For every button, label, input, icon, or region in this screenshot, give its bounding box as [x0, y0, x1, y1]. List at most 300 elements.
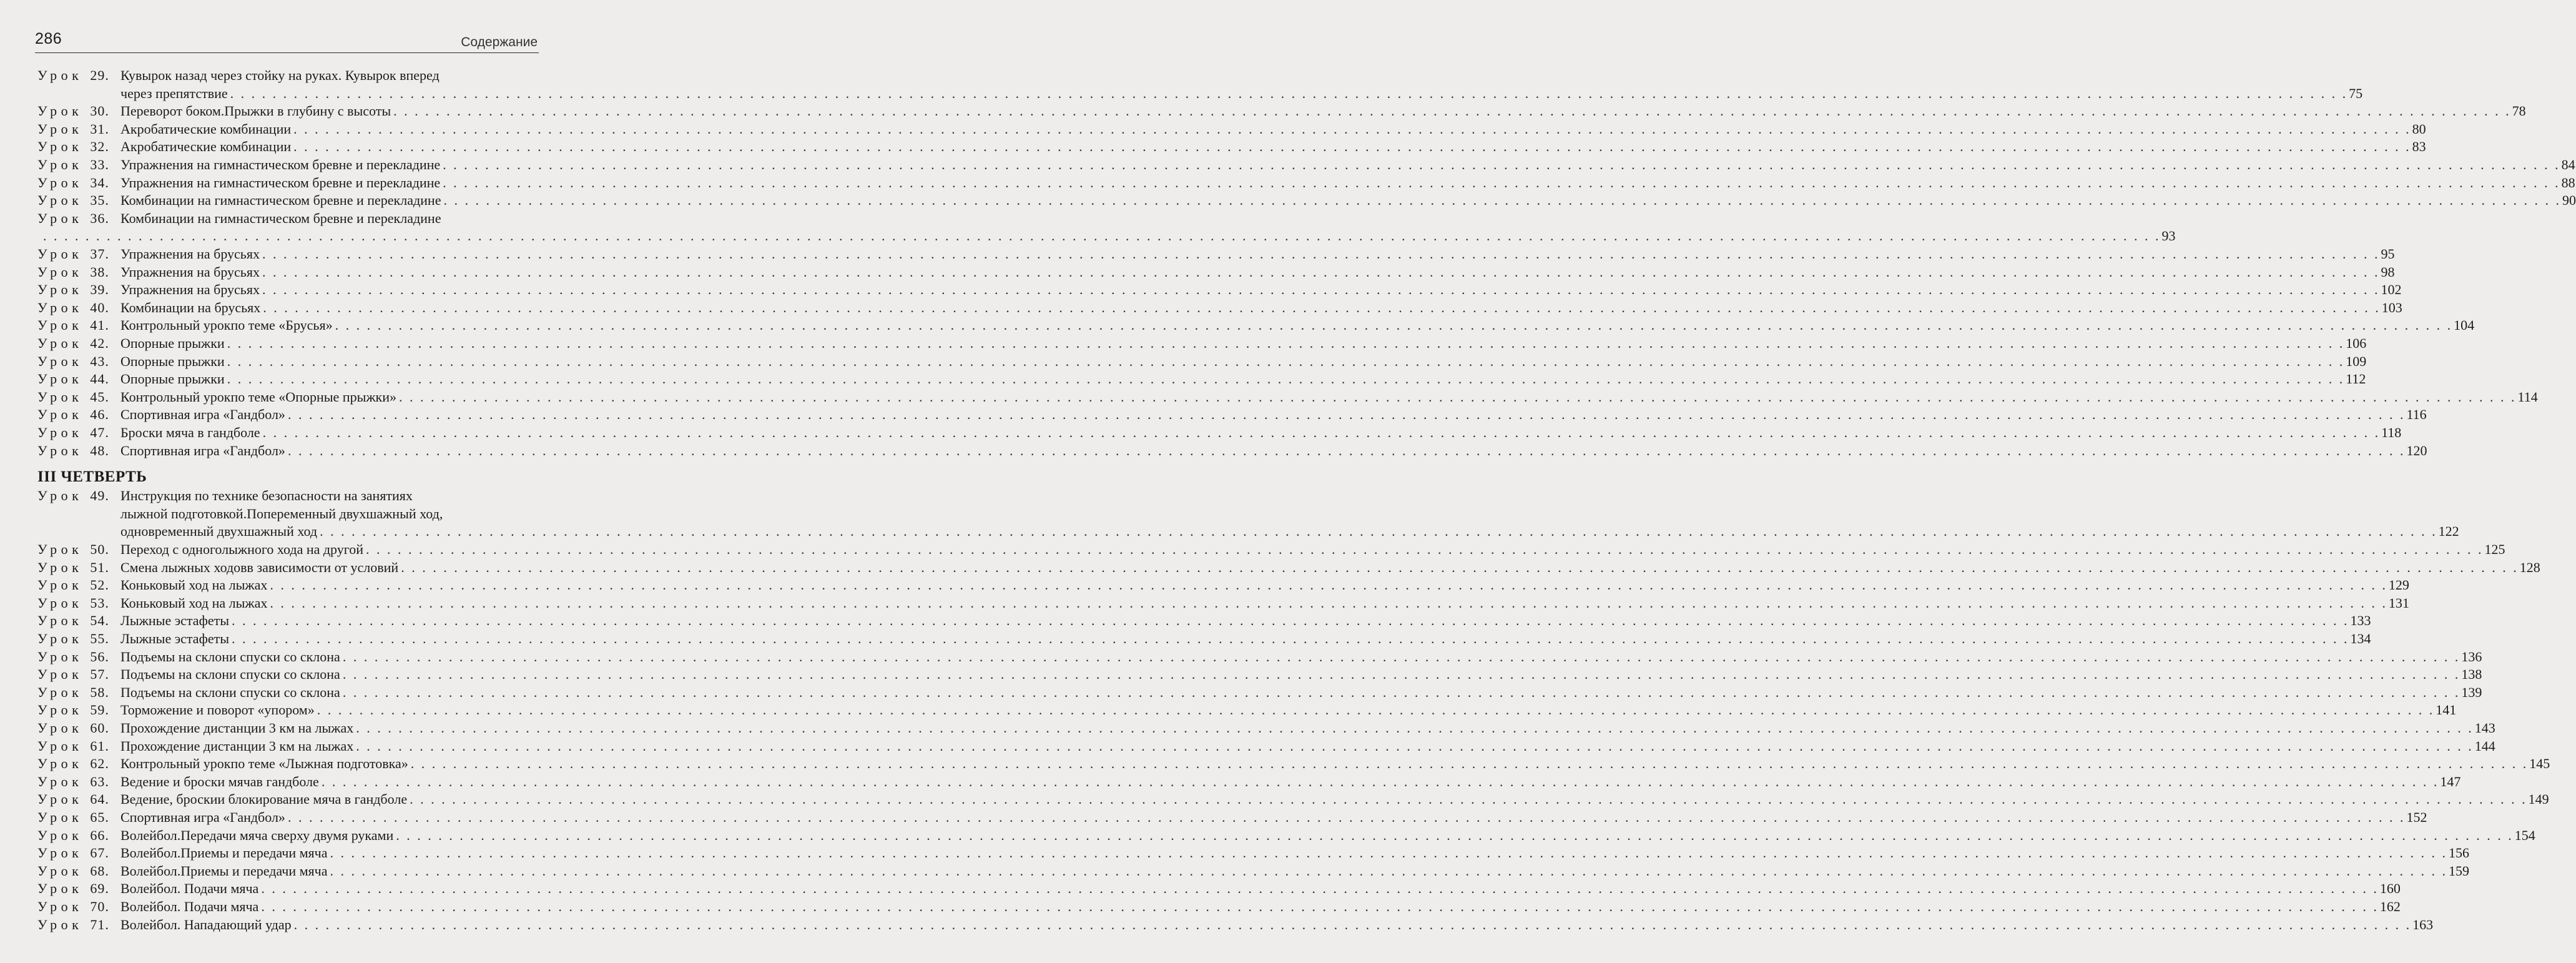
page-reference: 93 — [2161, 228, 2176, 244]
page-reference: 133 — [2350, 613, 2371, 629]
lesson-leader-line — [120, 630, 2371, 648]
lesson-number — [37, 541, 109, 558]
dot-leader: . . . . . . . . . . . . . . . . . . . . . . . . . . . . . . . . . . . . . . . . . . . . . . . . . . . . . . . . . . . . . . . . . . . . . . . . . . . . . . . . . . . . . . . . . . . . . . . . . . . . . . . . . . . . . . . . . . . . . . . . . . . . . . . . . . . . . . . . . . . . . . . . . . . . . . . . . . . . . . . . . . . . . . . . . . . . . . . . . . . . . . . . . . . . . . . . . . . . . . . . — [410, 756, 2529, 772]
dot-leader: . . . . . . . . . . . . . . . . . . . . . . . . . . . . . . . . . . . . . . . . . . . . . . . . . . . . . . . . . . . . . . . . . . . . . . . . . . . . . . . . . . . . . . . . . . . . . . . . . . . . . . . . . . . . . . . . . . . . . . . . . . . . . . . . . . . . . . . . . . . . . . . . . . . . . . . . . . . . . . . . . . . . . . . . . . . . . . . . . . . . . . . . . . . . . . . . . . . . . . . . — [342, 666, 2460, 683]
dot-leader: . . . . . . . . . . . . . . . . . . . . . . . . . . . . . . . . . . . . . . . . . . . . . . . . . . . . . . . . . . . . . . . . . . . . . . . . . . . . . . . . . . . . . . . . . . . . . . . . . . . . . . . . . . . . . . . . . . . . . . . . . . . . . . . . . . . . . . . . . . . . . . . . . . . . . . . . . . . . . . . . . . . . . . . . . . . . . . . . . . . . . . . . . . . . . . . . . . . . . . . . — [393, 103, 2511, 119]
lesson-title-line: Комбинации на гимнастическом бревне и перекладине — [120, 192, 441, 209]
lesson-number — [37, 67, 109, 84]
toc-entry — [37, 773, 2461, 791]
lesson-leader-line — [120, 827, 2535, 844]
dot-leader: . . . . . . . . . . . . . . . . . . . . . . . . . . . . . . . . . . . . . . . . . . . . . . . . . . . . . . . . . . . . . . . . . . . . . . . . . . . . . . . . . . . . . . . . . . . . . . . . . . . . . . . . . . . . . . . . . . . . . . . . . . . . . . . . . . . . . . . . . . . . . . . . . . . . . . . . . . . . . . . . . . . . . . . . . . . . . . . . . . . . . . . . . . . . . . . . . . . . . . . . — [230, 85, 2348, 101]
lesson-number — [37, 684, 109, 701]
lesson-word: Урок — [37, 684, 83, 700]
lesson-number — [37, 809, 109, 826]
page-reference: 134 — [2350, 631, 2371, 646]
lesson-word: Урок — [37, 210, 83, 226]
lesson-word: Урок — [37, 442, 83, 458]
toc-entry — [37, 541, 2505, 559]
lesson-index: 35. — [90, 192, 109, 209]
lesson-title-line: Волейбол.Приемы и передачи мяча — [120, 845, 328, 861]
toc-entry — [37, 844, 2469, 862]
lesson-index: 64. — [90, 791, 109, 807]
lesson-index: 41. — [90, 317, 109, 333]
page-reference: 147 — [2440, 773, 2461, 789]
lesson-leader-line — [120, 353, 2367, 370]
lesson-number — [37, 121, 109, 138]
page-reference: 143 — [2474, 720, 2495, 736]
lesson-number — [37, 335, 109, 352]
lesson-number — [37, 630, 109, 648]
lesson-leader-line — [120, 576, 2409, 594]
page-reference: 122 — [2438, 523, 2459, 540]
toc-entry — [37, 156, 2575, 174]
lesson-leader-line — [41, 227, 2176, 245]
lesson-leader-line — [120, 559, 2540, 576]
lesson-number — [37, 738, 109, 755]
lesson-leader-line — [120, 370, 2366, 388]
lesson-number — [37, 156, 109, 174]
dot-leader: . . . . . . . . . . . . . . . . . . . . . . . . . . . . . . . . . . . . . . . . . . . . . . . . . . . . . . . . . . . . . . . . . . . . . . . . . . . . . . . . . . . . . . . . . . . . . . . . . . . . . . . . . . . . . . . . . . . . . . . . . . . . . . . . . . . . . . . . . . . . . . . . . . . . . . . . . . . . . . . . . . . . . . . . . . . . . . . . . . . . . . . . . . . . . . . . . . . . . . . . — [396, 827, 2514, 843]
lesson-number — [37, 487, 109, 505]
dot-leader: . . . . . . . . . . . . . . . . . . . . . . . . . . . . . . . . . . . . . . . . . . . . . . . . . . . . . . . . . . . . . . . . . . . . . . . . . . . . . . . . . . . . . . . . . . . . . . . . . . . . . . . . . . . . . . . . . . . . . . . . . . . . . . . . . . . . . . . . . . . . . . . . . . . . . . . . . . . . . . . . . . . . . . . . . . . . . . . . . . . . . . . . . . . . . . . . . . . . . . . . — [330, 845, 2447, 861]
lesson-index: 68. — [90, 862, 109, 879]
lesson-title-line: Упражнения на гимнастическом бревне и перекладине — [120, 157, 441, 172]
lesson-number — [37, 612, 109, 630]
page-reference: 131 — [2388, 595, 2409, 611]
toc-entry — [37, 264, 2395, 282]
page-reference: 98 — [2381, 264, 2395, 280]
dot-leader: . . . . . . . . . . . . . . . . . . . . . . . . . . . . . . . . . . . . . . . . . . . . . . . . . . . . . . . . . . . . . . . . . . . . . . . . . . . . . . . . . . . . . . . . . . . . . . . . . . . . . . . . . . . . . . . . . . . . . . . . . . . . . . . . . . . . . . . . . . . . . . . . . . . . . . . . . . . . . . . . . . . . . . . . . . . . . . . . . . . . . . . . . . . . . . . . . . . . . . . . — [232, 631, 2349, 646]
lesson-number — [37, 210, 109, 227]
lesson-index: 49. — [90, 488, 109, 504]
lesson-title-line: Упражнения на гимнастическом бревне и перекладине — [120, 174, 441, 190]
lesson-word: Урок — [37, 756, 83, 772]
dot-leader: . . . . . . . . . . . . . . . . . . . . . . . . . . . . . . . . . . . . . . . . . . . . . . . . . . . . . . . . . . . . . . . . . . . . . . . . . . . . . . . . . . . . . . . . . . . . . . . . . . . . . . . . . . . . . . . . . . . . . . . . . . . . . . . . . . . . . . . . . . . . . . . . . . . . . . . . . . . . . . . . . . . . . . . . . . . . . . . . . . . . . . . . . . . . . . . . . . . . . . . . — [262, 264, 2380, 280]
lesson-index: 70. — [90, 899, 109, 914]
lesson-title-line: Комбинации на гимнастическом бревне и перекладине — [120, 210, 441, 226]
toc-entry — [37, 102, 2526, 121]
lesson-number — [37, 442, 109, 460]
lesson-leader-line — [120, 317, 2475, 334]
lesson-number — [37, 844, 109, 862]
page-reference: 90 — [2562, 192, 2576, 209]
lesson-title-line: Волейбол.Передачи мяча сверху двумя руками — [120, 827, 394, 843]
lesson-word: Урок — [37, 827, 83, 843]
page-reference: 125 — [2484, 541, 2505, 557]
page-reference: 149 — [2528, 791, 2549, 807]
lesson-word: Урок — [37, 67, 83, 83]
toc-entry — [37, 595, 2409, 613]
lesson-index: 60. — [90, 720, 109, 736]
lesson-word: Урок — [37, 246, 83, 262]
lesson-index: 30. — [90, 103, 109, 119]
lesson-leader-line — [120, 442, 2427, 460]
page-reference: 116 — [2406, 407, 2427, 423]
lesson-word: Урок — [37, 174, 83, 190]
lesson-leader-line — [120, 102, 2526, 120]
lesson-leader-line — [120, 424, 2402, 442]
lesson-leader-line — [120, 862, 2469, 880]
page-reference: 88 — [2561, 174, 2575, 190]
lesson-leader-line — [120, 264, 2395, 281]
lesson-title-line: Спортивная игра «Гандбол» — [120, 442, 285, 458]
lesson-number — [37, 773, 109, 791]
lesson-leader-line — [120, 541, 2505, 558]
dot-leader: . . . . . . . . . . . . . . . . . . . . . . . . . . . . . . . . . . . . . . . . . . . . . . . . . . . . . . . . . . . . . . . . . . . . . . . . . . . . . . . . . . . . . . . . . . . . . . . . . . . . . . . . . . . . . . . . . . . . . . . . . . . . . . . . . . . . . . . . . . . . . . . . . . . . . . . . . . . . . . . . . . . . . . . . . . . . . . . . . . . . . . . . . . . . . . . . . . . . . . . . — [293, 121, 2411, 137]
lesson-leader-line — [120, 916, 2434, 934]
lesson-index: 67. — [90, 845, 109, 861]
lesson-leader-line — [120, 844, 2469, 862]
lesson-title-line: Коньковый ход на лыжах — [120, 577, 268, 593]
dot-leader: . . . . . . . . . . . . . . . . . . . . . . . . . . . . . . . . . . . . . . . . . . . . . . . . . . . . . . . . . . . . . . . . . . . . . . . . . . . . . . . . . . . . . . . . . . . . . . . . . . . . . . . . . . . . . . . . . . . . . . . . . . . . . . . . . . . . . . . . . . . . . . . . . . . . . . . . . . . . . . . . . . . . . . . . . . . . . . . . . . . . . . . . . . . . . . . . . . . . . . . . — [399, 388, 2517, 405]
lesson-title-line: Смена лыжных ходовв зависимости от условий — [120, 559, 399, 575]
dot-leader: . . . . . . . . . . . . . . . . . . . . . . . . . . . . . . . . . . . . . . . . . . . . . . . . . . . . . . . . . . . . . . . . . . . . . . . . . . . . . . . . . . . . . . . . . . . . . . . . . . . . . . . . . . . . . . . . . . . . . . . . . . . . . . . . . . . . . . . . . . . . . . . . . . . . . . . . . . . . . . . . . . . . . . . . . . . . . . . . . . . . . . . . . . . . . . . . . . . . . . . . — [227, 371, 2345, 387]
lesson-title-line: Опорные прыжки — [120, 353, 225, 369]
lesson-word: Урок — [37, 282, 83, 298]
page-reference: 106 — [2346, 335, 2367, 351]
lesson-leader-line — [120, 755, 2550, 773]
lesson-number — [37, 648, 109, 666]
toc-entry — [37, 738, 2495, 756]
lesson-title-line: Прохождение дистанции 3 км на лыжах — [120, 738, 354, 754]
lesson-index: 42. — [90, 335, 109, 351]
lesson-word: Урок — [37, 264, 83, 280]
lesson-word: Урок — [37, 720, 83, 736]
toc-entry — [37, 67, 2363, 102]
lesson-word: Урок — [37, 425, 83, 440]
toc-entry — [37, 138, 2426, 156]
dot-leader: . . . . . . . . . . . . . . . . . . . . . . . . . . . . . . . . . . . . . . . . . . . . . . . . . . . . . . . . . . . . . . . . . . . . . . . . . . . . . . . . . . . . . . . . . . . . . . . . . . . . . . . . . . . . . . . . . . . . . . . . . . . . . . . . . . . . . . . . . . . . . . . . . . . . . . . . . . . . . . . . . . . . . . . . . . . . . . . . . . . . . . . . . . . . . . . . . . . . . . . . — [443, 157, 2560, 172]
lesson-number — [37, 424, 109, 442]
lesson-leader-line — [120, 85, 2363, 102]
page-reference: 95 — [2381, 246, 2395, 262]
page-reference: 163 — [2412, 916, 2434, 932]
lesson-leader-line — [120, 388, 2538, 406]
lesson-index: 53. — [90, 595, 109, 611]
lesson-word: Урок — [37, 371, 83, 387]
lesson-index: 59. — [90, 702, 109, 718]
dot-leader: . . . . . . . . . . . . . . . . . . . . . . . . . . . . . . . . . . . . . . . . . . . . . . . . . . . . . . . . . . . . . . . . . . . . . . . . . . . . . . . . . . . . . . . . . . . . . . . . . . . . . . . . . . . . . . . . . . . . . . . . . . . . . . . . . . . . . . . . . . . . . . . . . . . . . . . . . . . . . . . . . . . . . . . . . . . . . . . . . . . . . . . . . . . . . . . . . . . . . . . . — [330, 862, 2447, 879]
lesson-leader-line — [120, 174, 2575, 192]
lesson-title-line: Опорные прыжки — [120, 371, 225, 387]
page-reference: 75 — [2349, 85, 2363, 101]
lesson-title-line: Броски мяча в гандболе — [120, 425, 260, 440]
lesson-index: 56. — [90, 648, 109, 664]
dot-leader: . . . . . . . . . . . . . . . . . . . . . . . . . . . . . . . . . . . . . . . . . . . . . . . . . . . . . . . . . . . . . . . . . . . . . . . . . . . . . . . . . . . . . . . . . . . . . . . . . . . . . . . . . . . . . . . . . . . . . . . . . . . . . . . . . . . . . . . . . . . . . . . . . . . . . . . . . . . . . . . . . . . . . . . . . . . . . . . . . . . . . . . . . . . . . . . . . . . . . . . . — [287, 442, 2406, 458]
toc-entry — [37, 406, 2427, 424]
toc-entry — [37, 121, 2426, 139]
lesson-leader-line — [120, 406, 2427, 423]
toc-entry — [37, 192, 2576, 210]
lesson-index: 65. — [90, 809, 109, 825]
lesson-title-line: Переход с одноголыжного хода на другой — [120, 541, 364, 557]
page-reference: 120 — [2406, 442, 2427, 458]
lesson-number — [37, 299, 109, 317]
page-reference: 128 — [2519, 559, 2540, 575]
lesson-index: 47. — [90, 425, 109, 440]
page-reference: 84 — [2561, 157, 2575, 172]
dot-leader: . . . . . . . . . . . . . . . . . . . . . . . . . . . . . . . . . . . . . . . . . . . . . . . . . . . . . . . . . . . . . . . . . . . . . . . . . . . . . . . . . . . . . . . . . . . . . . . . . . . . . . . . . . . . . . . . . . . . . . . . . . . . . . . . . . . . . . . . . . . . . . . . . . . . . . . . . . . . . . . . . . . . . . . . . . . . . . . . . . . . . . . . . . . . . . . . . . . . . . . . — [443, 192, 2561, 209]
toc-entry — [37, 791, 2549, 809]
toc-entry — [37, 317, 2475, 335]
dot-leader: . . . . . . . . . . . . . . . . . . . . . . . . . . . . . . . . . . . . . . . . . . . . . . . . . . . . . . . . . . . . . . . . . . . . . . . . . . . . . . . . . . . . . . . . . . . . . . . . . . . . . . . . . . . . . . . . . . . . . . . . . . . . . . . . . . . . . . . . . . . . . . . . . . . . . . . . . . . . . . . . . . . . . . . . . . . . . . . . . . . . . . . . . . . . . . . . . . . . . . . . — [270, 577, 2387, 593]
lesson-title-line: Комбинации на брусьях — [120, 299, 261, 315]
page-reference: 78 — [2512, 103, 2526, 119]
toc-entry — [37, 701, 2457, 719]
lesson-leader-line — [120, 281, 2402, 299]
lesson-leader-line — [120, 791, 2549, 808]
lesson-leader-line — [120, 245, 2395, 263]
lesson-title-line: Волейбол. Подачи мяча — [120, 899, 259, 914]
lesson-number — [37, 916, 109, 934]
page-reference: 162 — [2379, 899, 2401, 914]
toc-entry — [37, 862, 2469, 881]
toc-entry — [37, 684, 2482, 702]
toc-entry — [37, 388, 2538, 407]
toc-entry — [37, 630, 2371, 648]
lesson-word: Урок — [37, 881, 83, 897]
lesson-title-line: Упражнения на брусьях — [120, 246, 260, 262]
lesson-word: Урок — [37, 631, 83, 646]
page-reference: 154 — [2514, 827, 2535, 843]
lesson-title-line: Ведение и броски мячав гандболе — [120, 773, 319, 789]
lesson-title-line: Подъемы на склони спуски со склона — [120, 684, 340, 700]
lesson-number — [37, 102, 109, 120]
lesson-number — [37, 138, 109, 156]
dot-leader: . . . . . . . . . . . . . . . . . . . . . . . . . . . . . . . . . . . . . . . . . . . . . . . . . . . . . . . . . . . . . . . . . . . . . . . . . . . . . . . . . . . . . . . . . . . . . . . . . . . . . . . . . . . . . . . . . . . . . . . . . . . . . . . . . . . . . . . . . . . . . . . . . . . . . . . . . . . . . . . . . . . . . . . . . . . . . . . . . . . . . . . . . . . . . . . . . . . . . . . . — [262, 282, 2380, 298]
toc-entry — [37, 559, 2540, 577]
section-heading: III ЧЕТВЕРТЬ — [37, 468, 147, 486]
lesson-title-line: Лыжные эстафеты — [120, 631, 229, 646]
lesson-word: Урок — [37, 103, 83, 119]
lesson-word: Урок — [37, 299, 83, 315]
page-reference: 114 — [2517, 388, 2538, 405]
lesson-index: 51. — [90, 559, 109, 575]
lesson-word: Урок — [37, 353, 83, 369]
page-reference: 103 — [2381, 299, 2402, 315]
lesson-leader-line — [120, 121, 2426, 138]
lesson-title-line: Ведение, броскии блокирование мяча в гандболе — [120, 791, 408, 807]
lesson-number — [37, 666, 109, 683]
dot-leader: . . . . . . . . . . . . . . . . . . . . . . . . . . . . . . . . . . . . . . . . . . . . . . . . . . . . . . . . . . . . . . . . . . . . . . . . . . . . . . . . . . . . . . . . . . . . . . . . . . . . . . . . . . . . . . . . . . . . . . . . . . . . . . . . . . . . . . . . . . . . . . . . . . . . . . . . . . . . . . . . . . . . . . . . . . . . . . . . . . . . . . . . . . . . . . . . . . . . . . . . — [356, 738, 2474, 754]
dot-leader: . . . . . . . . . . . . . . . . . . . . . . . . . . . . . . . . . . . . . . . . . . . . . . . . . . . . . . . . . . . . . . . . . . . . . . . . . . . . . . . . . . . . . . . . . . . . . . . . . . . . . . . . . . . . . . . . . . . . . . . . . . . . . . . . . . . . . . . . . . . . . . . . . . . . . . . . . . . . . . . . . . . . . . . . . . . . . . . . . . . . . . . . . . . . . . . . . . . . . . . . — [443, 174, 2560, 190]
lesson-number — [37, 862, 109, 880]
lesson-index: 62. — [90, 756, 109, 772]
lesson-index: 66. — [90, 827, 109, 843]
dot-leader: . . . . . . . . . . . . . . . . . . . . . . . . . . . . . . . . . . . . . . . . . . . . . . . . . . . . . . . . . . . . . . . . . . . . . . . . . . . . . . . . . . . . . . . . . . . . . . . . . . . . . . . . . . . . . . . . . . . . . . . . . . . . . . . . . . . . . . . . . . . . . . . . . . . . . . . . . . . . . . . . . . . . . . . . . . . . . . . . . . . . . . . . . . . . . . . . . . . . . . . . — [317, 702, 2435, 718]
lesson-title-line: Волейбол.Приемы и передачи мяча — [120, 862, 328, 879]
lesson-index: 55. — [90, 631, 109, 646]
lesson-title-line: Кувырок назад через стойку на руках. Кувырок вперед — [120, 67, 440, 83]
page-reference: 156 — [2448, 845, 2469, 861]
page-reference: 104 — [2454, 317, 2475, 333]
lesson-index: 44. — [90, 371, 109, 387]
lesson-word: Урок — [37, 899, 83, 914]
page-header — [35, 27, 539, 53]
lesson-word: Урок — [37, 773, 83, 789]
lesson-leader-line — [120, 898, 2401, 916]
lesson-word: Урок — [37, 738, 83, 754]
page-reference: 145 — [2529, 756, 2550, 772]
lesson-leader-line — [120, 192, 2576, 209]
lesson-number — [37, 406, 109, 423]
lesson-title-line: Прохождение дистанции 3 км на лыжах — [120, 720, 354, 736]
dot-leader: . . . . . . . . . . . . . . . . . . . . . . . . . . . . . . . . . . . . . . . . . . . . . . . . . . . . . . . . . . . . . . . . . . . . . . . . . . . . . . . . . . . . . . . . . . . . . . . . . . . . . . . . . . . . . . . . . . . . . . . . . . . . . . . . . . . . . . . . . . . . . . . . . . . . . . . . . . . . . . . . . . . . . . . . . . . . . . . . . . . . . . . . . . . . . . . . . . . . . . . . — [293, 916, 2412, 932]
lesson-number — [37, 755, 109, 773]
page-reference: 141 — [2436, 702, 2457, 718]
dot-leader: . . . . . . . . . . . . . . . . . . . . . . . . . . . . . . . . . . . . . . . . . . . . . . . . . . . . . . . . . . . . . . . . . . . . . . . . . . . . . . . . . . . . . . . . . . . . . . . . . . . . . . . . . . . . . . . . . . . . . . . . . . . . . . . . . . . . . . . . . . . . . . . . . . . . . . . . . . . . . . . . . . . . . . . . . . . . . . . . . . . . . . . . . . . . . . . . . . . . . . . . — [270, 595, 2387, 611]
toc-entry — [37, 648, 2482, 666]
lesson-number — [37, 719, 109, 737]
lesson-title-line: Переворот боком.Прыжки в глубину с высоты — [120, 103, 391, 119]
lesson-index: 63. — [90, 773, 109, 789]
lesson-index: 39. — [90, 282, 109, 298]
lesson-index: 48. — [90, 442, 109, 458]
lesson-index: 40. — [90, 299, 109, 315]
lesson-title-line: через препятствие — [120, 85, 228, 101]
lesson-number — [37, 353, 109, 370]
lesson-title-line: Спортивная игра «Гандбол» — [120, 407, 285, 423]
lesson-index: 71. — [90, 916, 109, 932]
toc-entry — [37, 666, 2482, 684]
toc-entry — [37, 755, 2550, 773]
lesson-number — [37, 576, 109, 594]
lesson-number — [37, 245, 109, 263]
lesson-title-line: Упражнения на брусьях — [120, 282, 260, 298]
page-reference: 139 — [2461, 684, 2482, 700]
page-reference: 159 — [2448, 862, 2469, 879]
lesson-title-line: Лыжные эстафеты — [120, 613, 229, 629]
lesson-word: Урок — [37, 407, 83, 423]
lesson-word: Урок — [37, 702, 83, 718]
lesson-title-line: Инструкция по технике безопасности на занятиях — [120, 488, 413, 504]
dot-leader: . . . . . . . . . . . . . . . . . . . . . . . . . . . . . . . . . . . . . . . . . . . . . . . . . . . . . . . . . . . . . . . . . . . . . . . . . . . . . . . . . . . . . . . . . . . . . . . . . . . . . . . . . . . . . . . . . . . . . . . . . . . . . . . . . . . . . . . . . . . . . . . . . . . . . . . . . . . . . . . . . . . . . . . . . . . . . . . . . . . . . . . . . . . . . . . . . . . . . . . . — [227, 335, 2345, 351]
toc-entry — [37, 335, 2367, 353]
lesson-index: 31. — [90, 121, 109, 137]
dot-leader: . . . . . . . . . . . . . . . . . . . . . . . . . . . . . . . . . . . . . . . . . . . . . . . . . . . . . . . . . . . . . . . . . . . . . . . . . . . . . . . . . . . . . . . . . . . . . . . . . . . . . . . . . . . . . . . . . . . . . . . . . . . . . . . . . . . . . . . . . . . . . . . . . . . . . . . . . . . . . . . . . . . . . . . . . . . . . . . . . . . . . . . . . . . . . . . . . . . . . . . . — [342, 684, 2460, 700]
toc-entry — [37, 827, 2535, 845]
toc-entry — [37, 370, 2366, 388]
dot-leader: . . . . . . . . . . . . . . . . . . . . . . . . . . . . . . . . . . . . . . . . . . . . . . . . . . . . . . . . . . . . . . . . . . . . . . . . . . . . . . . . . . . . . . . . . . . . . . . . . . . . . . . . . . . . . . . . . . . . . . . . . . . . . . . . . . . . . . . . . . . . . . . . . . . . . . . . . . . . . . . . . . . . . . . . . . . . . . . . . . . . . . . . . . . . . . . . . . . . . . . . — [262, 425, 2381, 440]
lesson-title-line: лыжной подготовкой.Попеременный двухшажный ход, — [120, 505, 443, 521]
dot-leader: . . . . . . . . . . . . . . . . . . . . . . . . . . . . . . . . . . . . . . . . . . . . . . . . . . . . . . . . . . . . . . . . . . . . . . . . . . . . . . . . . . . . . . . . . . . . . . . . . . . . . . . . . . . . . . . . . . . . . . . . . . . . . . . . . . . . . . . . . . . . . . . . . . . . . . . . . . . . . . . . . . . . . . . . . . . . . . . . . . . . . . . . . . . . . . . . . . . . . . . . — [287, 809, 2406, 825]
lesson-number — [37, 192, 109, 209]
lesson-word: Урок — [37, 595, 83, 611]
page-reference: 129 — [2388, 577, 2409, 593]
lesson-leader-line — [120, 156, 2575, 174]
lesson-title-line: Контрольный урокпо теме «Лыжная подготовка» — [120, 756, 408, 772]
lesson-leader-line — [120, 738, 2495, 755]
lesson-title-line: Торможение и поворот «упором» — [120, 702, 315, 718]
lesson-leader-line — [120, 335, 2367, 352]
lesson-word: Урок — [37, 488, 83, 504]
lesson-title-line: Акробатические комбинации — [120, 139, 292, 155]
page-reference: 112 — [2346, 371, 2366, 387]
lesson-index: 36. — [90, 210, 109, 226]
lesson-title-line: Контрольный урокпо теме «Опорные прыжки» — [120, 388, 397, 405]
lesson-title-line: Коньковый ход на лыжах — [120, 595, 268, 611]
lesson-leader-line — [120, 595, 2409, 612]
toc-entry — [37, 576, 2409, 595]
lesson-leader-line — [120, 719, 2495, 737]
toc-entry — [37, 299, 2402, 317]
lesson-word: Урок — [37, 559, 83, 575]
lesson-number — [37, 701, 109, 719]
lesson-word: Урок — [37, 845, 83, 861]
toc-entry — [37, 210, 2176, 245]
lesson-number — [37, 791, 109, 808]
lesson-title-line: Волейбол. Нападающий удар — [120, 916, 292, 932]
lesson-index: 45. — [90, 388, 109, 405]
lesson-number — [37, 281, 109, 299]
dot-leader: . . . . . . . . . . . . . . . . . . . . . . . . . . . . . . . . . . . . . . . . . . . . . . . . . . . . . . . . . . . . . . . . . . . . . . . . . . . . . . . . . . . . . . . . . . . . . . . . . . . . . . . . . . . . . . . . . . . . . . . . . . . . . . . . . . . . . . . . . . . . . . . . . . . . . . . . . . . . . . . . . . . . . . . . . . . . . . . . . . . . . . . . . . . . . . . . . . . . . . . . — [261, 899, 2379, 914]
lesson-word: Урок — [37, 577, 83, 593]
lesson-leader-line — [120, 612, 2371, 630]
lesson-index: 32. — [90, 139, 109, 155]
lesson-number — [37, 595, 109, 612]
toc-entry — [37, 174, 2575, 192]
lesson-title-line: Подъемы на склони спуски со склона — [120, 648, 340, 664]
lesson-word: Урок — [37, 335, 83, 351]
lesson-number — [37, 880, 109, 897]
page-reference: 83 — [2412, 139, 2426, 155]
lesson-leader-line — [120, 523, 2459, 540]
dot-leader: . . . . . . . . . . . . . . . . . . . . . . . . . . . . . . . . . . . . . . . . . . . . . . . . . . . . . . . . . . . . . . . . . . . . . . . . . . . . . . . . . . . . . . . . . . . . . . . . . . . . . . . . . . . . . . . . . . . . . . . . . . . . . . . . . . . . . . . . . . . . . . . . . . . . . . . . . . . . . . . . . . . . . . . . . . . . . . . . . . . . . . . . . . . . . . . . . . . . . . . . — [342, 648, 2460, 664]
lesson-word: Урок — [37, 809, 83, 825]
lesson-index: 34. — [90, 174, 109, 190]
dot-leader: . . . . . . . . . . . . . . . . . . . . . . . . . . . . . . . . . . . . . . . . . . . . . . . . . . . . . . . . . . . . . . . . . . . . . . . . . . . . . . . . . . . . . . . . . . . . . . . . . . . . . . . . . . . . . . . . . . . . . . . . . . . . . . . . . . . . . . . . . . . . . . . . . . . . . . . . . . . . . . . . . . . . . . . . . . . . . . . . . . . . . . . . . . . . . . . . . . . . . . . . — [287, 407, 2406, 423]
lesson-index: 43. — [90, 353, 109, 369]
lesson-leader-line — [120, 666, 2482, 683]
lesson-leader-line — [120, 880, 2401, 897]
lesson-number — [37, 264, 109, 281]
lesson-title-line: Опорные прыжки — [120, 335, 225, 351]
lesson-leader-line — [120, 684, 2482, 701]
lesson-title-line: Волейбол. Подачи мяча — [120, 881, 259, 897]
page-reference: 152 — [2406, 809, 2427, 825]
lesson-number — [37, 370, 109, 388]
lesson-number — [37, 559, 109, 576]
dot-leader: . . . . . . . . . . . . . . . . . . . . . . . . . . . . . . . . . . . . . . . . . . . . . . . . . . . . . . . . . . . . . . . . . . . . . . . . . . . . . . . . . . . . . . . . . . . . . . . . . . . . . . . . . . . . . . . . . . . . . . . . . . . . . . . . . . . . . . . . . . . . . . . . . . . . . . . . . . . . . . . . . . . . . . . . . . . . . . . . . . . . . . . . . . . . . . . . . . . . . . . . — [321, 773, 2439, 789]
lesson-word: Урок — [37, 541, 83, 557]
toc-entry — [37, 880, 2401, 898]
dot-leader: . . . . . . . . . . . . . . . . . . . . . . . . . . . . . . . . . . . . . . . . . . . . . . . . . . . . . . . . . . . . . . . . . . . . . . . . . . . . . . . . . . . . . . . . . . . . . . . . . . . . . . . . . . . . . . . . . . . . . . . . . . . . . . . . . . . . . . . . . . . . . . . . . . . . . . . . . . . . . . . . . . . . . . . . . . . . . . . . . . . . . . . . . . . . . . . . . . . . . . . . — [261, 881, 2379, 897]
lesson-title-line: Контрольный урокпо теме «Брусья» — [120, 317, 333, 333]
toc-entry — [37, 424, 2402, 442]
toc-entry — [37, 898, 2401, 916]
lesson-leader-line — [120, 809, 2427, 826]
dot-leader: . . . . . . . . . . . . . . . . . . . . . . . . . . . . . . . . . . . . . . . . . . . . . . . . . . . . . . . . . . . . . . . . . . . . . . . . . . . . . . . . . . . . . . . . . . . . . . . . . . . . . . . . . . . . . . . . . . . . . . . . . . . . . . . . . . . . . . . . . . . . . . . . . . . . . . . . . . . . . . . . . . . . . . . . . . . . . . . . . . . . . . . . . . . . . . . . . . . . . . . . — [335, 317, 2453, 333]
lesson-word: Урок — [37, 317, 83, 333]
page-reference: 160 — [2379, 881, 2401, 897]
dot-leader: . . . . . . . . . . . . . . . . . . . . . . . . . . . . . . . . . . . . . . . . . . . . . . . . . . . . . . . . . . . . . . . . . . . . . . . . . . . . . . . . . . . . . . . . . . . . . . . . . . . . . . . . . . . . . . . . . . . . . . . . . . . . . . . . . . . . . . . . . . . . . . . . . . . . . . . . . . . . . . . . . . . . . . . . . . . . . . . . . . . . . . . . . . . . . . . . . . . . . . . . — [401, 559, 2519, 575]
lesson-index: 54. — [90, 613, 109, 629]
lesson-word: Урок — [37, 648, 83, 664]
lesson-number — [37, 317, 109, 334]
page-reference: 102 — [2381, 282, 2402, 298]
dot-leader: . . . . . . . . . . . . . . . . . . . . . . . . . . . . . . . . . . . . . . . . . . . . . . . . . . . . . . . . . . . . . . . . . . . . . . . . . . . . . . . . . . . . . . . . . . . . . . . . . . . . . . . . . . . . . . . . . . . . . . . . . . . . . . . . . . . . . . . . . . . . . . . . . . . . . . . . . . . . . . . . . . . . . . . . . . . . . . . . . . . . . . . . . . . . . . . . . . . . . . . . — [320, 523, 2437, 540]
page-reference: 118 — [2381, 425, 2402, 440]
toc-entry — [37, 809, 2427, 827]
lesson-word: Урок — [37, 613, 83, 629]
toc-entry — [37, 442, 2427, 460]
lesson-word: Урок — [37, 916, 83, 932]
dot-leader: . . . . . . . . . . . . . . . . . . . . . . . . . . . . . . . . . . . . . . . . . . . . . . . . . . . . . . . . . . . . . . . . . . . . . . . . . . . . . . . . . . . . . . . . . . . . . . . . . . . . . . . . . . . . . . . . . . . . . . . . . . . . . . . . . . . . . . . . . . . . . . . . . . . . . . . . . . . . . . . . . . . . . . . . . . . . . . . . . . . . . . . . . . . . . . . . . . . . . . . . — [356, 720, 2474, 736]
dot-leader: . . . . . . . . . . . . . . . . . . . . . . . . . . . . . . . . . . . . . . . . . . . . . . . . . . . . . . . . . . . . . . . . . . . . . . . . . . . . . . . . . . . . . . . . . . . . . . . . . . . . . . . . . . . . . . . . . . . . . . . . . . . . . . . . . . . . . . . . . . . . . . . . . . . . . . . . . . . . . . . . . . . . . . . . . . . . . . . . . . . . . . . . . . . . . . . . . . . . . . . . — [43, 228, 2161, 244]
dot-leader: . . . . . . . . . . . . . . . . . . . . . . . . . . . . . . . . . . . . . . . . . . . . . . . . . . . . . . . . . . . . . . . . . . . . . . . . . . . . . . . . . . . . . . . . . . . . . . . . . . . . . . . . . . . . . . . . . . . . . . . . . . . . . . . . . . . . . . . . . . . . . . . . . . . . . . . . . . . . . . . . . . . . . . . . . . . . . . . . . . . . . . . . . . . . . . . . . . . . . . . . — [263, 299, 2381, 315]
lesson-word: Урок — [37, 388, 83, 405]
page-reference: 144 — [2474, 738, 2495, 754]
